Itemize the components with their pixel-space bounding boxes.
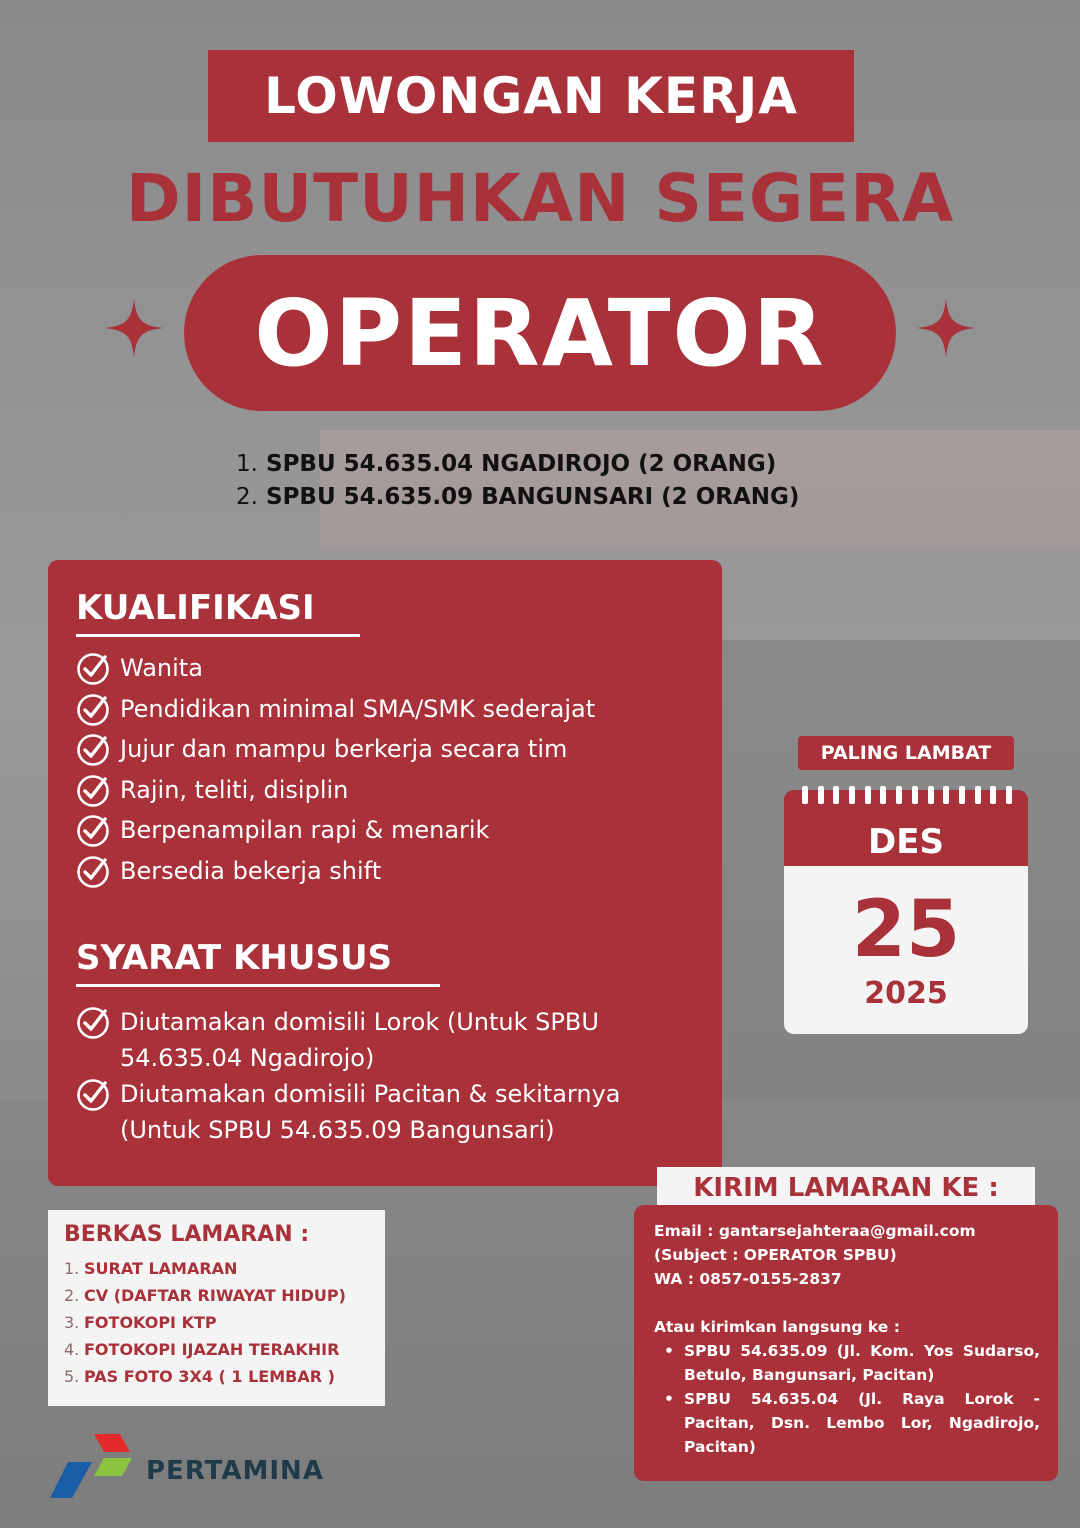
list-number: 5. [64, 1367, 80, 1386]
requirement-line: 54.635.04 Ngadirojo) [120, 1044, 375, 1072]
check-circle-icon [76, 774, 110, 808]
list-number: 1. [236, 451, 258, 477]
qualification-text: Wanita [120, 654, 203, 682]
deadline-label: PALING LAMBAT [798, 736, 1014, 770]
list-item [76, 650, 595, 686]
sparkle-icon [102, 296, 166, 360]
pertamina-logo-icon [48, 1432, 138, 1502]
location-text: SPBU 54.635.04 NGADIROJO (2 ORANG) [266, 451, 777, 477]
location-text: SPBU 54.635.09 BANGUNSARI (2 ORANG) [266, 484, 800, 510]
qualification-text: Berpenampilan rapi & menarik [120, 816, 490, 844]
calendar-body [784, 866, 1028, 1034]
qualification-heading: KUALIFIKASI [76, 588, 360, 637]
document-text: FOTOKOPI IJAZAH TERAKHIR [84, 1340, 340, 1359]
contact-panel [634, 1205, 1058, 1481]
check-circle-icon [76, 814, 110, 848]
documents-heading: BERKAS LAMARAN : [64, 1222, 310, 1247]
brand-name: PERTAMINA [146, 1456, 324, 1486]
address-text: SPBU 54.635.04 (Jl. Raya Lorok - Pacitan, Dsn. Lembo Lor, Ngadirojo, Pacitan) [684, 1390, 1040, 1456]
list-item [76, 731, 595, 767]
list-item [654, 1339, 1040, 1387]
qualification-list [76, 650, 595, 889]
calendar-rings [802, 786, 1012, 806]
list-item [76, 812, 595, 848]
list-number: 3. [64, 1313, 80, 1332]
position-title: OPERATOR [254, 279, 826, 387]
sparkle-icon [914, 296, 978, 360]
document-text: SURAT LAMARAN [84, 1259, 238, 1278]
document-text: CV (DAFTAR RIWAYAT HIDUP) [84, 1286, 346, 1305]
contact-email: Email : gantarsejahteraa@gmail.com [654, 1222, 976, 1240]
bullet-icon: • [664, 1390, 674, 1408]
list-item [236, 448, 799, 481]
list-number: 2. [236, 484, 258, 510]
requirement-line: Diutamakan domisili Lorok (Untuk SPBU [120, 1008, 599, 1036]
calendar-month: DES [868, 822, 944, 862]
position-pill [184, 255, 896, 411]
send-heading: KIRIM LAMARAN KE : [657, 1167, 1035, 1209]
list-item [64, 1363, 369, 1390]
contact-whatsapp: WA : 0857-0155-2837 [654, 1270, 842, 1288]
list-item [64, 1255, 369, 1282]
page-subtitle: DIBUTUHKAN SEGERA [125, 160, 955, 237]
qualification-text: Jujur dan mampu berkerja secara tim [120, 735, 568, 763]
calendar-year: 2025 [864, 975, 948, 1011]
document-text: FOTOKOPI KTP [84, 1313, 217, 1332]
direct-label: Atau kirimkan langsung ke : [654, 1318, 900, 1336]
qualification-text: Rajin, teliti, disiplin [120, 775, 349, 804]
check-circle-icon [76, 733, 110, 767]
deadline-calendar [784, 790, 1028, 1034]
list-item [76, 772, 595, 808]
list-item [76, 1076, 620, 1148]
qualification-text: Bersedia bekerja shift [120, 856, 382, 885]
check-circle-icon [76, 1006, 110, 1040]
document-text: PAS FOTO 3X4 ( 1 LEMBAR ) [84, 1367, 335, 1386]
check-circle-icon [76, 652, 110, 686]
address-list [654, 1339, 1040, 1459]
requirement-line: Diutamakan domisili Pacitan & sekitarnya [120, 1080, 621, 1108]
page-title: LOWONGAN KERJA [264, 67, 798, 125]
list-number: 4. [64, 1340, 80, 1359]
calendar-day: 25 [851, 884, 961, 975]
address-text: SPBU 54.635.09 (Jl. Kom. Yos Sudarso, Betulo, Bangunsari, Pacitan) [684, 1342, 1040, 1384]
bullet-icon: • [664, 1342, 674, 1360]
special-requirements-heading: SYARAT KHUSUS [76, 938, 440, 987]
special-requirements-list [76, 1004, 620, 1148]
documents-panel [48, 1210, 385, 1406]
qualification-text: Pendidikan minimal SMA/SMK sederajat [120, 694, 596, 723]
requirement-line: (Untuk SPBU 54.635.09 Bangunsari) [120, 1116, 555, 1144]
location-list [236, 448, 799, 514]
check-circle-icon [76, 855, 110, 889]
qualification-panel [48, 560, 722, 1186]
title-banner [208, 50, 854, 142]
list-item [64, 1282, 369, 1309]
contact-subject: (Subject : OPERATOR SPBU) [654, 1246, 897, 1264]
list-number: 2. [64, 1286, 80, 1305]
list-item [236, 481, 799, 514]
list-item [76, 1004, 620, 1076]
check-circle-icon [76, 1078, 110, 1112]
list-item [76, 853, 595, 889]
check-circle-icon [76, 693, 110, 727]
list-item [64, 1309, 369, 1336]
list-item [64, 1336, 369, 1363]
list-number: 1. [64, 1259, 80, 1278]
list-item [654, 1387, 1040, 1459]
documents-list [64, 1255, 369, 1390]
list-item [76, 691, 595, 727]
